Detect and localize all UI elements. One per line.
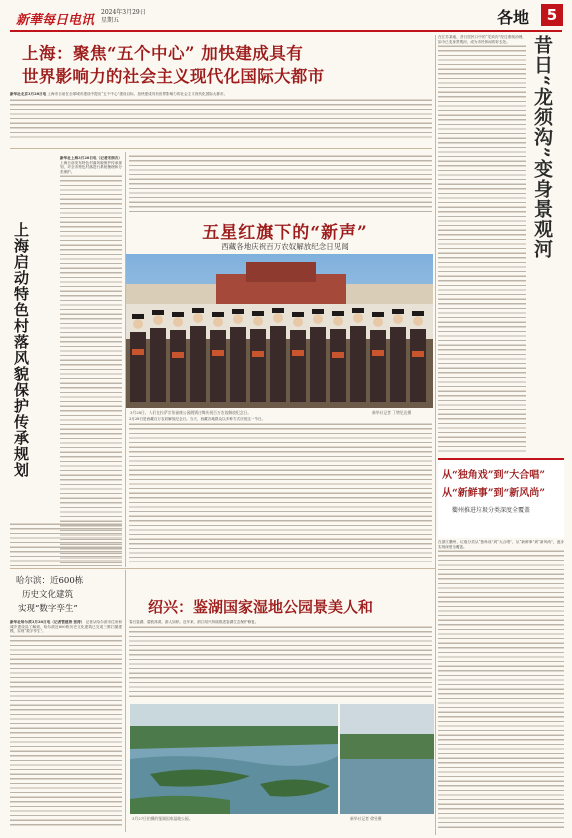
lead-body — [10, 92, 432, 138]
page-number-badge — [541, 4, 563, 26]
tibet-body: 3月28日是西藏百万农奴解放纪念日。当天，西藏各地群众以多种方式庆祝这一节日。 — [129, 417, 266, 421]
left-body: 上海日前发布特色村落风貌保护传承规划，对全市特色村落进行系统梳理和分类保护。 — [60, 160, 122, 174]
left-lower-filler — [10, 522, 122, 566]
right-body: 在江苏某地，昔日居民口中的“龙须沟”经过系统治理，如今已变身景观河，成为市民休闲的好去处。 — [438, 35, 526, 44]
masthead-logo: 新華每日电讯 — [16, 13, 95, 28]
lead-body-filler — [10, 98, 432, 138]
masthead-weekday: 星期五 — [101, 17, 120, 24]
lead-intro: 上海市日前在全球城市建设中提出“五个中心”建设目标，加快建成具有世界影响力的社会主义现代化国际大都市。 — [47, 92, 228, 96]
tibet-title: 五星红旗下的“新声” — [202, 223, 368, 243]
harbin-body-filler — [10, 634, 122, 829]
harbin-title-line3: 实现“数字孪生” — [18, 604, 78, 614]
right-divider — [435, 35, 436, 455]
tibet-caption: 3月28日，人们在拉萨宗角禄康公园跳锅庄舞庆祝百万农奴解放纪念日。 — [130, 410, 252, 415]
shaoxing-photo-credit: 新华社记者 徐昱摄 — [350, 816, 382, 821]
left-article-lower — [10, 522, 122, 566]
tibet-subtitle: 西藏各地庆祝百万农奴解放纪念日见闻 — [221, 242, 349, 251]
shaoxing-body-filler — [129, 625, 432, 699]
left-lower-divider — [125, 570, 126, 832]
tibet-photo — [126, 254, 433, 408]
quzhou-title-line1: 从“独角戏”到“大合唱” — [442, 470, 546, 481]
right-vertical-title: 昔日“龙须沟”变身景观河 — [531, 35, 553, 259]
harbin-article — [10, 620, 122, 830]
middle-top-text — [129, 154, 432, 214]
harbin-title-line1: 哈尔滨：近600栋 — [16, 576, 84, 586]
shaoxing-article — [129, 620, 432, 702]
right-body-filler — [438, 44, 526, 454]
left-body-filler — [60, 174, 122, 566]
lead-title-line1: 上海：聚焦“五个中心” 加快建成具有 — [22, 44, 304, 63]
shaoxing-body: 春日鉴湖，碧波荡漾，游人如织。近年来，浙江绍兴持续推进鉴湖生态保护修复。 — [129, 620, 259, 624]
harbin-dateline: 新华社哈尔滨3月28日电（记者管建涛 张涛） — [10, 620, 85, 624]
harbin-body: 记者从哈尔滨市住房和城乡建设局了解到，哈尔滨近600栋历史文化建筑已完成三维扫描建模，实现“数字孪生”。 — [10, 620, 122, 634]
shaoxing-photo-small-image — [340, 704, 434, 814]
mid-horizontal-rule — [10, 568, 435, 569]
right-article — [438, 35, 526, 455]
masthead — [0, 0, 572, 33]
left-article — [60, 156, 122, 566]
quzhou-header-box — [438, 458, 564, 538]
lead-dateline: 新华社北京3月28日电 — [10, 92, 47, 96]
tibet-photo-credit: 新华社记者 丁增尼达摄 — [372, 410, 412, 415]
quzhou-body-filler — [438, 549, 564, 829]
quzhou-title-line2: 从“新鲜事”到“新风尚” — [442, 488, 546, 499]
left-vertical-title: 上海启动特色村落风貌保护传承规划 — [12, 222, 30, 478]
section-name: 各地 — [497, 8, 530, 27]
harbin-title-line2: 历史文化建筑 — [22, 590, 74, 600]
tibet-photo-image — [126, 254, 433, 408]
middle-top-filler — [129, 154, 432, 214]
shaoxing-photo-small — [340, 704, 434, 814]
tibet-article — [129, 417, 432, 565]
quzhou-subtitle: 衢州推进垃圾分类深度全覆盖 — [452, 507, 531, 514]
shaoxing-caption: 3月27日拍摄的鉴湖国家湿地公园。 — [132, 816, 193, 821]
right-lower-divider — [435, 455, 436, 835]
lead-title-line2: 世界影响力的社会主义现代化国际大都市 — [22, 67, 325, 86]
tibet-body-filler — [129, 422, 432, 562]
quzhou-article — [438, 540, 564, 830]
shaoxing-title: 绍兴：鉴湖国家湿地公园景美人和 — [148, 598, 374, 616]
lead-bottom-rule — [10, 148, 432, 149]
shaoxing-photo-image — [130, 704, 338, 814]
left-dateline: 新华社上海3月28日电（记者宋润吉） — [60, 156, 122, 160]
masthead-date: 2024年3月29日 — [101, 9, 146, 16]
quzhou-body: 在浙江衢州，垃圾分类从“独角戏”到“大合唱”，从“新鲜事”到“新风尚”，逐步实现深度全覆盖。 — [438, 540, 564, 549]
page-number: 5 — [546, 6, 558, 24]
shaoxing-photo — [130, 704, 338, 814]
masthead-rule — [10, 30, 562, 32]
